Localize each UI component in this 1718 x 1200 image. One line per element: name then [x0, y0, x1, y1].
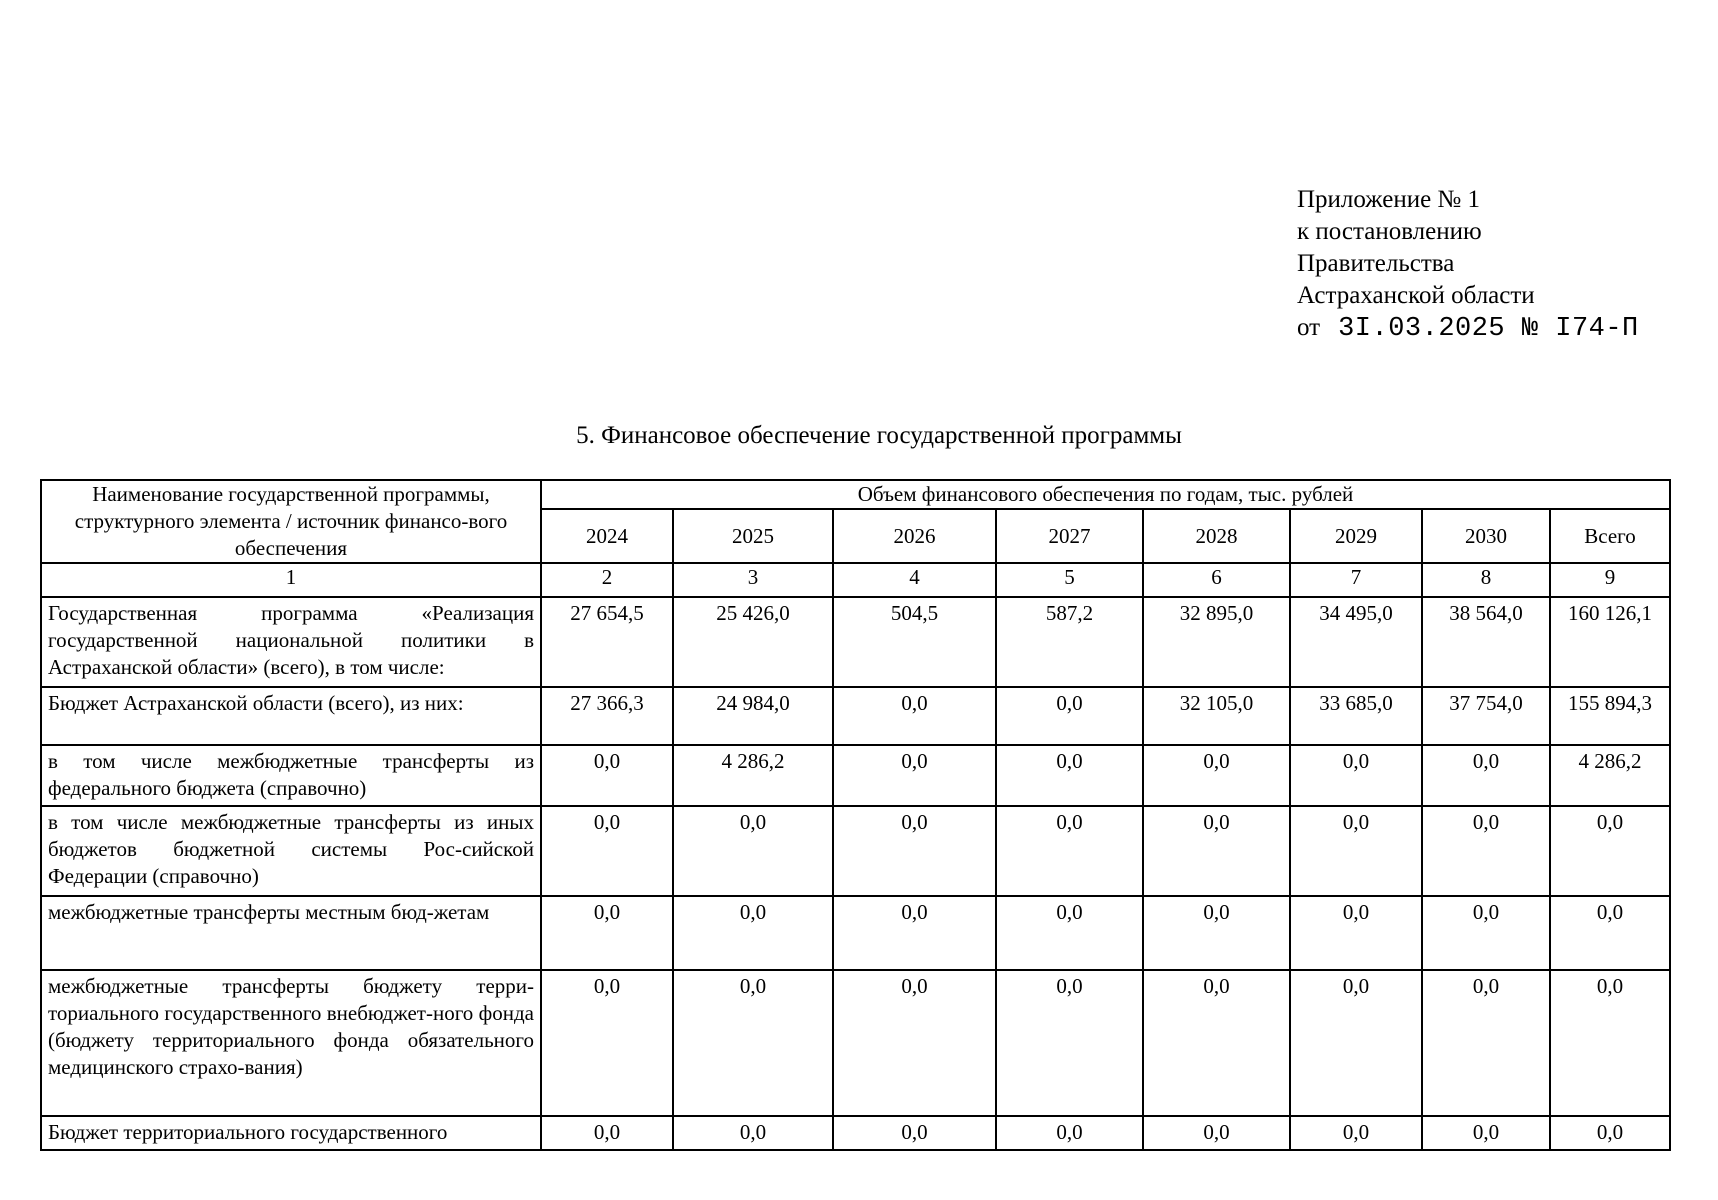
value-cell: 25 426,0 — [673, 597, 833, 687]
value-cell: 587,2 — [996, 597, 1143, 687]
value-cell: 0,0 — [1143, 896, 1290, 970]
value-cell: 27 366,3 — [541, 687, 673, 745]
value-cell: 0,0 — [1422, 745, 1550, 806]
value-cell: 0,0 — [1143, 745, 1290, 806]
value-cell: 0,0 — [673, 806, 833, 896]
financing-volume-header: Объем финансового обеспечения по годам, тыс. рублей — [541, 480, 1670, 509]
value-cell: 32 105,0 — [1143, 687, 1290, 745]
total-cell: 0,0 — [1550, 806, 1670, 896]
year-header: 2027 — [996, 509, 1143, 563]
year-header: 2024 — [541, 509, 673, 563]
total-cell: 155 894,3 — [1550, 687, 1670, 745]
table-row — [41, 1116, 1670, 1150]
value-cell: 0,0 — [1422, 970, 1550, 1116]
value-cell: 24 984,0 — [673, 687, 833, 745]
value-cell: 37 754,0 — [1422, 687, 1550, 745]
value-cell: 0,0 — [996, 896, 1143, 970]
total-cell: 0,0 — [1550, 970, 1670, 1116]
value-cell: 0,0 — [996, 1116, 1143, 1150]
appendix-date-line — [1297, 312, 1639, 345]
value-cell: 0,0 — [1290, 745, 1422, 806]
value-cell: 0,0 — [541, 970, 673, 1116]
header-row-1 — [41, 480, 1670, 509]
value-cell: 0,0 — [541, 806, 673, 896]
row-name: Бюджет территориального государственного — [41, 1116, 541, 1150]
column-index: 3 — [673, 563, 833, 597]
section-heading: 5. Финансовое обеспечение государственной программы — [576, 422, 1182, 449]
year-header: 2026 — [833, 509, 996, 563]
column-index: 1 — [41, 563, 541, 597]
table-row — [41, 687, 1670, 745]
table-row — [41, 597, 1670, 687]
column-index-row — [41, 563, 1670, 597]
appendix-line-2: к постановлению — [1297, 218, 1482, 245]
value-cell: 0,0 — [833, 687, 996, 745]
value-cell: 0,0 — [833, 806, 996, 896]
year-header: 2028 — [1143, 509, 1290, 563]
column-index: 4 — [833, 563, 996, 597]
value-cell: 0,0 — [1422, 806, 1550, 896]
row-name: в том числе межбюджетные трансферты из иных бюджетов бюджетной системы Рос-сийской Федерации (справочно) — [41, 806, 541, 896]
appendix-line-4: Астраханской области — [1297, 282, 1535, 309]
year-header: 2029 — [1290, 509, 1422, 563]
total-cell: 0,0 — [1550, 1116, 1670, 1150]
value-cell: 34 495,0 — [1290, 597, 1422, 687]
value-cell: 0,0 — [1422, 1116, 1550, 1150]
value-cell: 0,0 — [1143, 1116, 1290, 1150]
row-name: Бюджет Астраханской области (всего), из них: — [41, 687, 541, 745]
column-index: 6 — [1143, 563, 1290, 597]
table-row — [41, 896, 1670, 970]
value-cell: 0,0 — [1422, 896, 1550, 970]
value-cell: 0,0 — [1290, 970, 1422, 1116]
value-cell: 0,0 — [1143, 806, 1290, 896]
value-cell: 0,0 — [1290, 806, 1422, 896]
appendix-block — [1297, 184, 1639, 345]
table-row — [41, 745, 1670, 806]
column-index: 8 — [1422, 563, 1550, 597]
value-cell: 0,0 — [996, 970, 1143, 1116]
value-cell: 32 895,0 — [1143, 597, 1290, 687]
total-cell: 160 126,1 — [1550, 597, 1670, 687]
year-header: 2030 — [1422, 509, 1550, 563]
appendix-line-3: Правительства — [1297, 250, 1455, 277]
value-cell: 0,0 — [833, 1116, 996, 1150]
table-row — [41, 806, 1670, 896]
row-name: межбюджетные трансферты бюджету терри-ториального государственного внебюджет-ного фонда (бюджету территориального фонда обязательного медицинского страхо-вания) — [41, 970, 541, 1116]
row-name: межбюджетные трансферты местным бюд-жетам — [41, 896, 541, 970]
value-cell: 0,0 — [1290, 896, 1422, 970]
appendix-from-label: от — [1297, 314, 1321, 341]
value-cell: 0,0 — [541, 1116, 673, 1150]
column-index: 5 — [996, 563, 1143, 597]
row-name: Государственная программа «Реализация государственной национальной политики в Астраханской области» (всего), в том числе: — [41, 597, 541, 687]
value-cell: 4 286,2 — [673, 745, 833, 806]
appendix-number: 3I.03.2025 № I74-П — [1338, 314, 1639, 344]
total-header: Всего — [1550, 509, 1670, 563]
value-cell: 38 564,0 — [1422, 597, 1550, 687]
value-cell: 0,0 — [1143, 970, 1290, 1116]
value-cell: 504,5 — [833, 597, 996, 687]
row-name: в том числе межбюджетные трансферты из федерального бюджета (справочно) — [41, 745, 541, 806]
value-cell: 0,0 — [541, 745, 673, 806]
value-cell: 0,0 — [673, 1116, 833, 1150]
year-header: 2025 — [673, 509, 833, 563]
value-cell: 0,0 — [673, 896, 833, 970]
total-cell: 4 286,2 — [1550, 745, 1670, 806]
appendix-line-1: Приложение № 1 — [1297, 186, 1481, 213]
value-cell: 27 654,5 — [541, 597, 673, 687]
value-cell: 0,0 — [833, 896, 996, 970]
value-cell: 0,0 — [996, 806, 1143, 896]
value-cell: 0,0 — [833, 745, 996, 806]
table-row — [41, 970, 1670, 1116]
value-cell: 33 685,0 — [1290, 687, 1422, 745]
total-cell: 0,0 — [1550, 896, 1670, 970]
value-cell: 0,0 — [541, 896, 673, 970]
column-index: 9 — [1550, 563, 1670, 597]
value-cell: 0,0 — [833, 970, 996, 1116]
value-cell: 0,0 — [996, 687, 1143, 745]
name-column-header: Наименование государственной программы, структурного элемента / источник финансо-вого обеспечения — [41, 480, 541, 563]
value-cell: 0,0 — [996, 745, 1143, 806]
value-cell: 0,0 — [1290, 1116, 1422, 1150]
column-index: 7 — [1290, 563, 1422, 597]
value-cell: 0,0 — [673, 970, 833, 1116]
column-index: 2 — [541, 563, 673, 597]
financing-table — [40, 479, 1671, 1151]
